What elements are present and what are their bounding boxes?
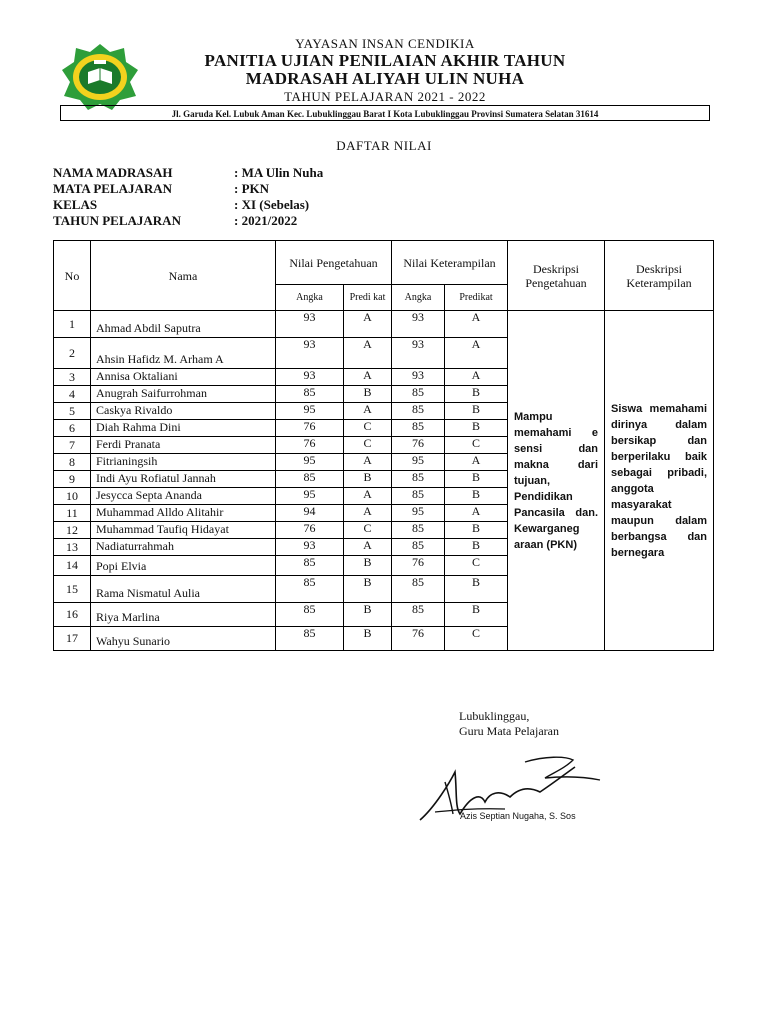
info-row: [53, 181, 323, 197]
foundation-name: YAYASAN INSAN CENDIKIA: [295, 36, 475, 51]
cell-no: 3: [54, 369, 91, 386]
cell-no: 6: [54, 420, 91, 437]
cell-k-angka: 85: [392, 603, 445, 627]
cell-p-predikat: B: [344, 627, 392, 651]
info-value: : XI (Sebelas): [234, 197, 310, 212]
cell-k-angka: 93: [392, 338, 445, 369]
cell-k-predikat: B: [445, 488, 508, 505]
header-no: No: [54, 241, 91, 311]
cell-k-angka: 85: [392, 420, 445, 437]
committee-name: PANITIA UJIAN PENILAIAN AKHIR TAHUN: [204, 51, 566, 70]
cell-k-angka: 76: [392, 556, 445, 576]
cell-p-predikat: A: [344, 311, 392, 338]
info-label: TAHUN PELAJARAN: [53, 213, 181, 228]
cell-p-angka: 85: [276, 627, 344, 651]
header-predikat-short: Predi kat: [344, 285, 392, 311]
signature-place: Lubuklinggau,: [459, 709, 530, 723]
info-label: KELAS: [53, 197, 98, 212]
cell-nama: Diah Rahma Dini: [91, 420, 276, 437]
cell-k-predikat: B: [445, 471, 508, 488]
cell-p-predikat: A: [344, 369, 392, 386]
cell-nama: Muhammad Taufiq Hidayat: [91, 522, 276, 539]
academic-year: TAHUN PELAJARAN 2021 - 2022: [284, 89, 486, 104]
cell-k-angka: 85: [392, 488, 445, 505]
document-title: DAFTAR NILAI: [336, 138, 432, 153]
cell-k-angka: 85: [392, 522, 445, 539]
cell-p-predikat: A: [344, 454, 392, 471]
cell-k-angka: 95: [392, 454, 445, 471]
cell-k-predikat: B: [445, 403, 508, 420]
info-row: [53, 165, 323, 181]
signature-block: [459, 709, 559, 739]
cell-p-predikat: C: [344, 437, 392, 454]
cell-p-angka: 76: [276, 420, 344, 437]
cell-p-angka: 93: [276, 539, 344, 556]
cell-k-predikat: B: [445, 420, 508, 437]
cell-k-angka: 95: [392, 505, 445, 522]
info-row: [53, 197, 323, 213]
cell-nama: Rama Nismatul Aulia: [91, 576, 276, 603]
header-predikat: Predikat: [445, 285, 508, 311]
cell-no: 9: [54, 471, 91, 488]
cell-p-predikat: A: [344, 488, 392, 505]
cell-p-predikat: A: [344, 403, 392, 420]
cell-p-angka: 93: [276, 338, 344, 369]
cell-nama: Wahyu Sunario: [91, 627, 276, 651]
cell-nama: Popi Elvia: [91, 556, 276, 576]
cell-p-angka: 85: [276, 386, 344, 403]
cell-nama: Annisa Oktaliani: [91, 369, 276, 386]
grades-table: [53, 240, 714, 651]
info-value: : PKN: [234, 181, 270, 196]
cell-k-predikat: B: [445, 576, 508, 603]
header-nilai-keterampilan: Nilai Keterampilan: [392, 241, 508, 285]
cell-nama: Caskya Rivaldo: [91, 403, 276, 420]
cell-nama: Jesycca Septa Ananda: [91, 488, 276, 505]
cell-p-predikat: B: [344, 603, 392, 627]
cell-p-angka: 95: [276, 403, 344, 420]
signature-name: Azis Septian Nugaha, S. Sos: [460, 811, 576, 821]
cell-k-predikat: B: [445, 386, 508, 403]
cell-p-angka: 93: [276, 311, 344, 338]
cell-k-predikat: C: [445, 627, 508, 651]
cell-k-angka: 85: [392, 539, 445, 556]
info-label: NAMA MADRASAH: [53, 165, 173, 180]
signature-role: Guru Mata Pelajaran: [459, 724, 559, 738]
cell-k-angka: 93: [392, 369, 445, 386]
cell-p-predikat: B: [344, 386, 392, 403]
cell-nama: Ahsin Hafidz M. Arham A: [91, 338, 276, 369]
cell-p-angka: 93: [276, 369, 344, 386]
cell-no: 10: [54, 488, 91, 505]
cell-no: 4: [54, 386, 91, 403]
info-block: [53, 165, 323, 229]
cell-no: 11: [54, 505, 91, 522]
cell-p-angka: 76: [276, 437, 344, 454]
cell-p-angka: 94: [276, 505, 344, 522]
cell-nama: Muhammad Alldo Alitahir: [91, 505, 276, 522]
cell-k-angka: 76: [392, 437, 445, 454]
cell-no: 14: [54, 556, 91, 576]
cell-k-angka: 85: [392, 471, 445, 488]
school-address: Jl. Garuda Kel. Lubuk Aman Kec. Lubuklinggau Barat I Kota Lubuklinggau Provinsi Sumatera Selatan 31614: [60, 105, 710, 121]
cell-p-angka: 85: [276, 576, 344, 603]
header-nilai-pengetahuan: Nilai Pengetahuan: [276, 241, 392, 285]
cell-p-predikat: C: [344, 522, 392, 539]
table-row: [54, 311, 714, 338]
cell-p-predikat: B: [344, 576, 392, 603]
cell-k-predikat: C: [445, 437, 508, 454]
cell-nama: Anugrah Saifurrohman: [91, 386, 276, 403]
cell-p-predikat: B: [344, 556, 392, 576]
cell-k-angka: 85: [392, 576, 445, 603]
cell-nama: Riya Marlina: [91, 603, 276, 627]
cell-no: 13: [54, 539, 91, 556]
cell-p-predikat: A: [344, 338, 392, 369]
cell-nama: Indi Ayu Rofiatul Jannah: [91, 471, 276, 488]
cell-nama: Ferdi Pranata: [91, 437, 276, 454]
cell-k-predikat: B: [445, 522, 508, 539]
cell-nama: Fitrianingsih: [91, 454, 276, 471]
header-nama: Nama: [91, 241, 276, 311]
cell-no: 15: [54, 576, 91, 603]
info-value: : 2021/2022: [234, 213, 298, 228]
cell-k-predikat: A: [445, 369, 508, 386]
cell-p-angka: 85: [276, 556, 344, 576]
cell-p-angka: 95: [276, 454, 344, 471]
cell-p-angka: 95: [276, 488, 344, 505]
info-value: : MA Ulin Nuha: [234, 165, 324, 180]
header-deskripsi-pengetahuan: Deskripsi Pengetahuan: [508, 241, 605, 311]
cell-no: 8: [54, 454, 91, 471]
info-label: MATA PELAJARAN: [53, 181, 173, 196]
header-angka: Angka: [276, 285, 344, 311]
desc-pengetahuan: Mampu memahami e sensi dan makna dari tujuan, Pendidikan Pancasila dan. Kewarganeg araan (PKN): [508, 311, 605, 651]
cell-no: 12: [54, 522, 91, 539]
cell-k-predikat: A: [445, 338, 508, 369]
cell-k-predikat: C: [445, 556, 508, 576]
cell-p-predikat: A: [344, 505, 392, 522]
info-row: [53, 213, 323, 229]
school-name: MADRASAH ALIYAH ULIN NUHA: [245, 69, 525, 88]
cell-p-angka: 85: [276, 603, 344, 627]
cell-p-predikat: A: [344, 539, 392, 556]
cell-no: 16: [54, 603, 91, 627]
cell-nama: Ahmad Abdil Saputra: [91, 311, 276, 338]
cell-k-angka: 85: [392, 403, 445, 420]
cell-p-angka: 85: [276, 471, 344, 488]
school-logo: [60, 42, 140, 112]
header-angka: Angka: [392, 285, 445, 311]
cell-p-angka: 76: [276, 522, 344, 539]
cell-k-angka: 85: [392, 386, 445, 403]
cell-no: 17: [54, 627, 91, 651]
cell-p-predikat: B: [344, 471, 392, 488]
cell-no: 1: [54, 311, 91, 338]
desc-keterampilan: Siswa memahami dirinya dalam bersikap dan berperilaku baik sebagai pribadi, anggota masyarakat maupun dalam berbangsa dan bernegara: [605, 311, 714, 651]
cell-k-predikat: B: [445, 603, 508, 627]
cell-nama: Nadiaturrahmah: [91, 539, 276, 556]
cell-p-predikat: C: [344, 420, 392, 437]
cell-no: 2: [54, 338, 91, 369]
cell-k-angka: 76: [392, 627, 445, 651]
cell-no: 7: [54, 437, 91, 454]
cell-k-angka: 93: [392, 311, 445, 338]
cell-k-predikat: A: [445, 311, 508, 338]
cell-no: 5: [54, 403, 91, 420]
header-deskripsi-keterampilan: Deskripsi Keterampilan: [605, 241, 714, 311]
cell-k-predikat: B: [445, 539, 508, 556]
cell-k-predikat: A: [445, 505, 508, 522]
cell-k-predikat: A: [445, 454, 508, 471]
